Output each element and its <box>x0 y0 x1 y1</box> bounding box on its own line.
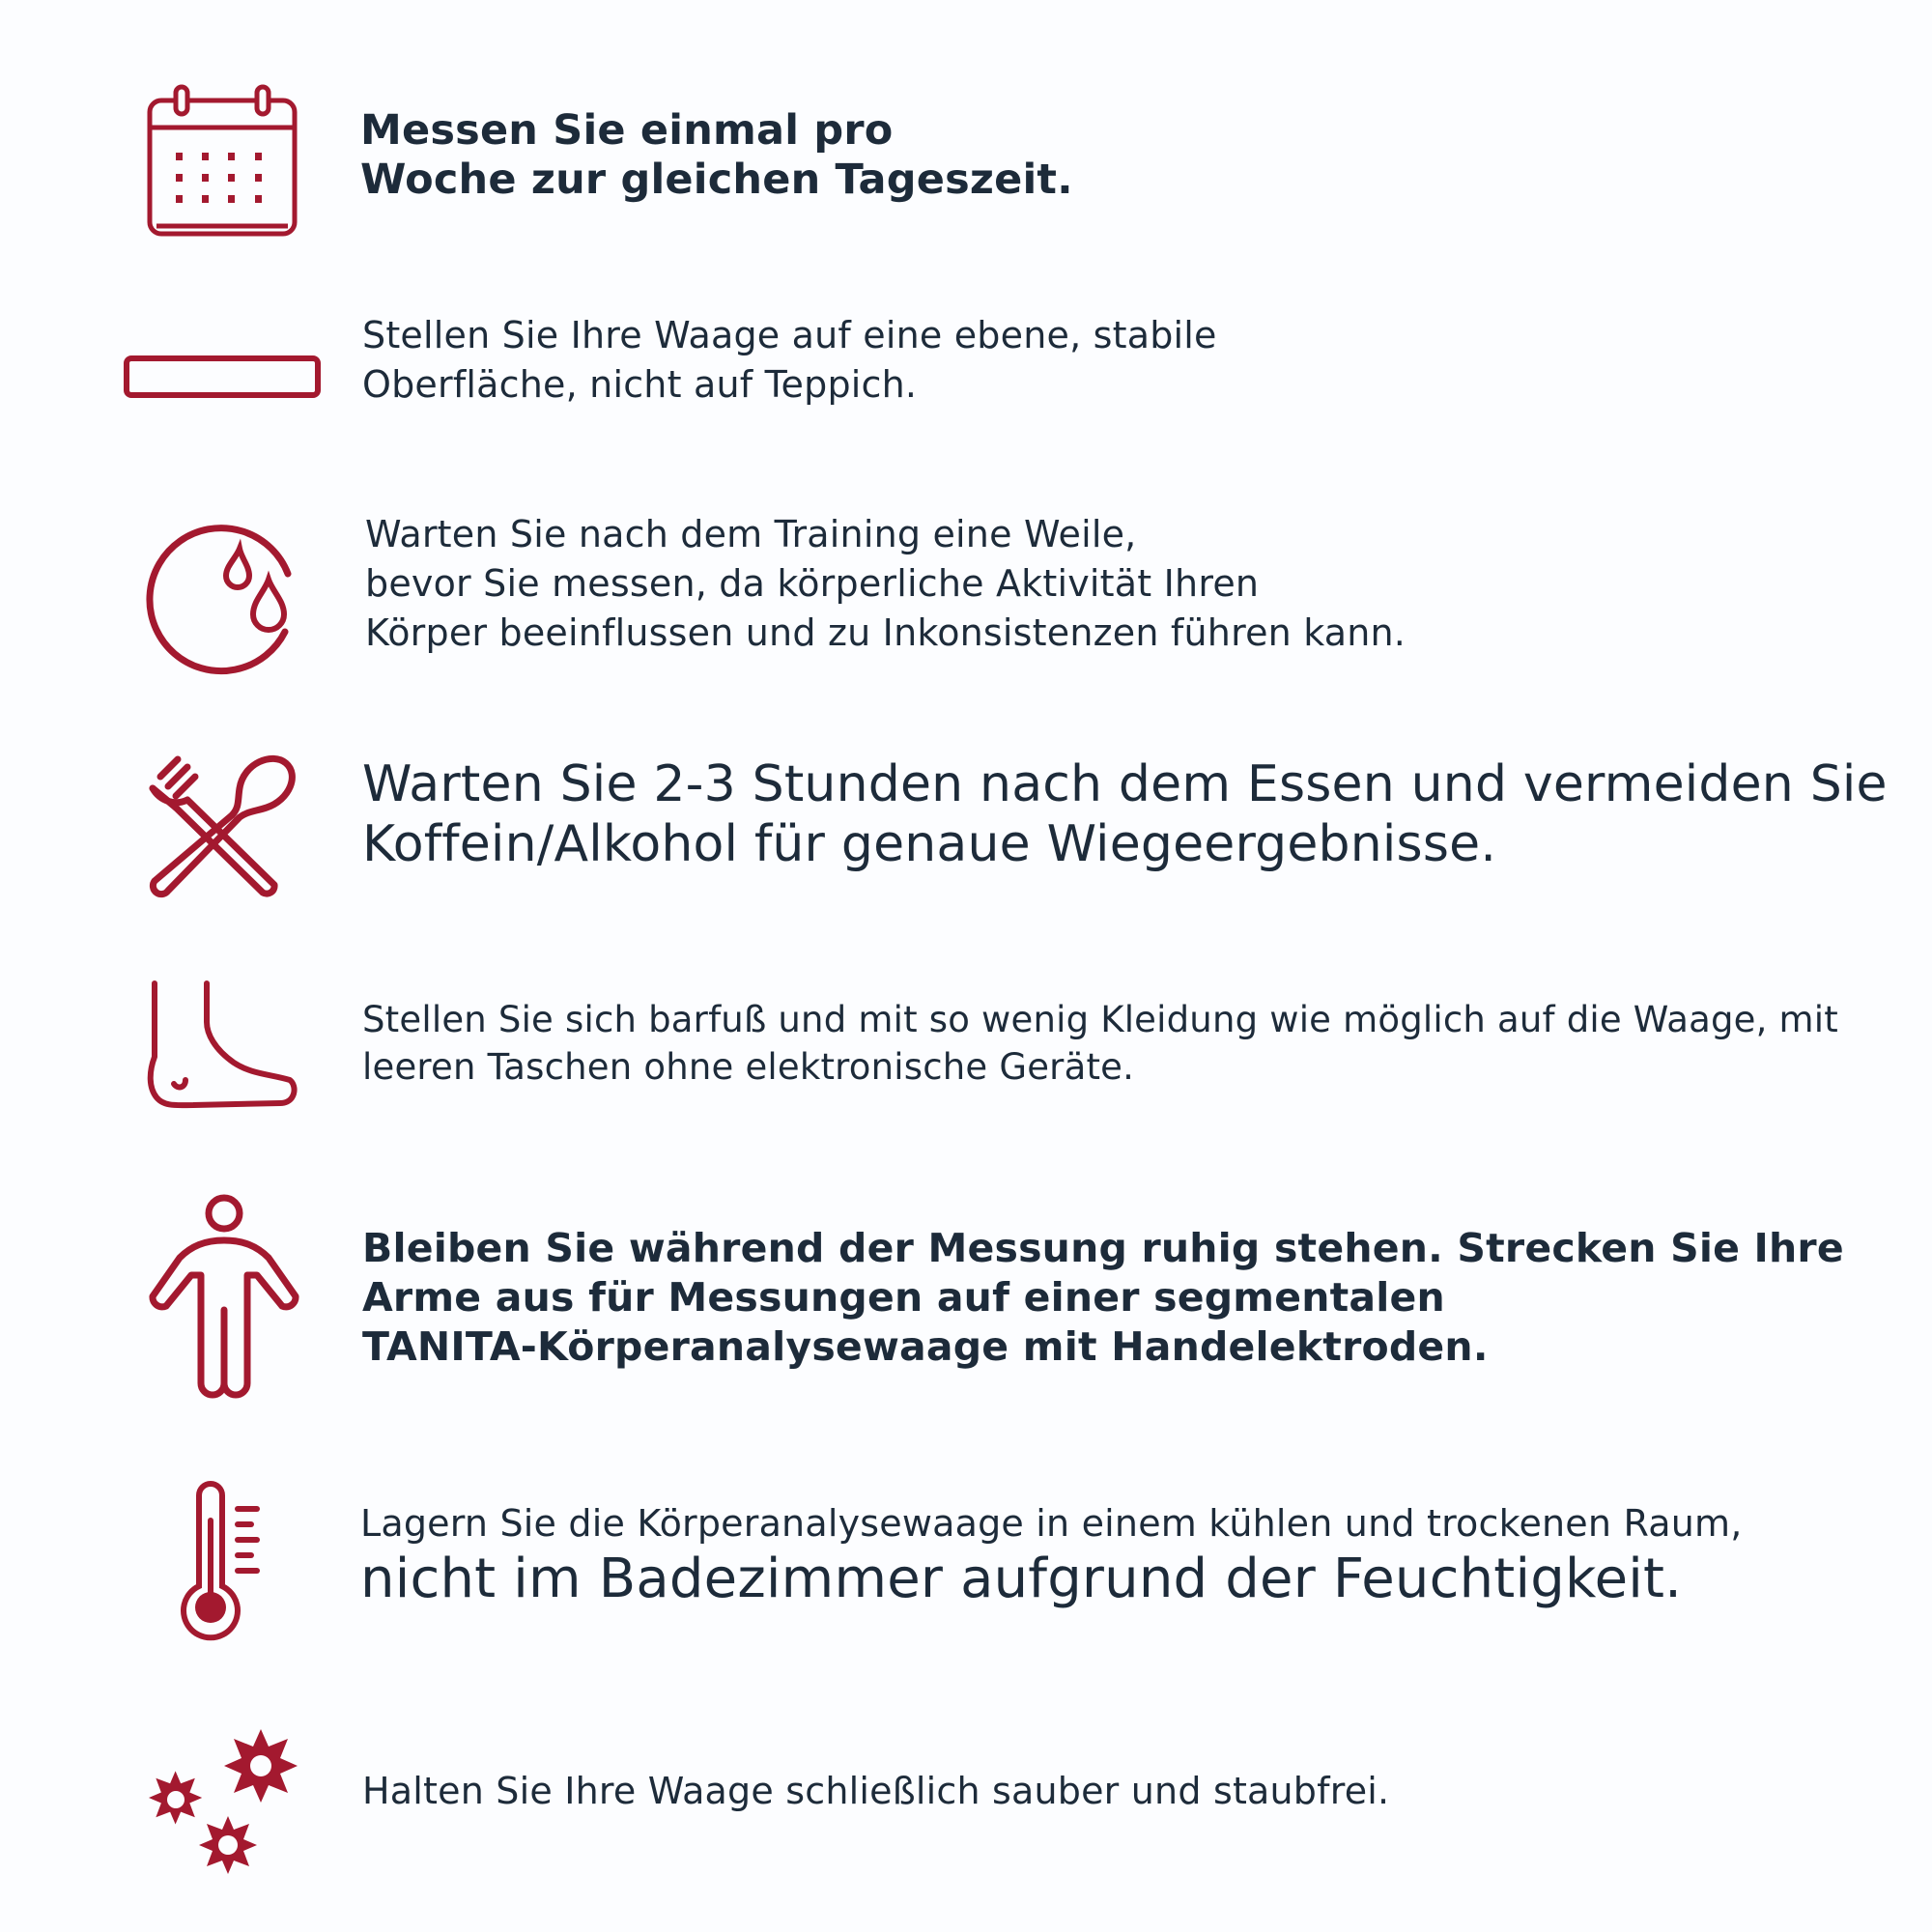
tip-line: Lagern Sie die Körperanalysewaage in einem kühlen und trockenen Raum, <box>360 1502 1743 1545</box>
tip-line: Stellen Sie Ihre Waage auf eine ebene, stabile <box>362 314 1217 356</box>
tip-line: Arme aus für Messungen auf einer segmentalen <box>362 1274 1445 1321</box>
sparkles-clean-icon <box>147 1725 301 1876</box>
tip-text <box>360 106 1073 205</box>
tip-text <box>362 311 1217 410</box>
tip-line: Warten Sie 2-3 Stunden nach dem Essen und vermeiden Sie <box>362 755 1888 813</box>
standing-person-icon <box>147 1194 301 1397</box>
tip-line: Bleiben Sie während der Messung ruhig stehen. Strecken Sie Ihre <box>362 1225 1844 1271</box>
sweat-drops-icon <box>145 520 299 674</box>
tip-text <box>362 996 1838 1091</box>
calendar-icon <box>147 83 298 238</box>
thermometer-icon <box>182 1482 269 1640</box>
fork-spoon-icon <box>147 755 301 895</box>
tip-text <box>362 1767 1389 1816</box>
tip-line: nicht im Badezimmer aufgrund der Feuchtigkeit. <box>360 1548 1683 1610</box>
tip-line: bevor Sie messen, da körperliche Aktivität Ihren <box>365 562 1260 605</box>
tip-text <box>362 1224 1844 1372</box>
tip-line: Koffein/Alkohol für genaue Wiegeergebnisse. <box>362 815 1497 873</box>
tip-line: TANITA-Körperanalysewaage mit Handelektroden. <box>362 1323 1489 1370</box>
tip-line: leeren Taschen ohne elektronische Geräte. <box>362 1046 1135 1088</box>
tip-text <box>362 754 1888 874</box>
tip-line: Woche zur gleichen Tageszeit. <box>360 156 1073 204</box>
tip-line: Körper beeinflussen und zu Inkonsistenzen führen kann. <box>365 611 1406 654</box>
tip-line: Halten Sie Ihre Waage schließlich sauber und staubfrei. <box>362 1770 1390 1812</box>
tip-text <box>365 510 1406 658</box>
flat-surface-icon <box>124 355 321 398</box>
tip-text <box>360 1500 1743 1612</box>
tip-line: Stellen Sie sich barfuß und mit so wenig Kleidung wie möglich auf die Waage, mit <box>362 999 1838 1040</box>
tip-line: Messen Sie einmal pro <box>360 106 894 155</box>
bare-foot-icon <box>145 980 299 1111</box>
tip-line: Oberfläche, nicht auf Teppich. <box>362 363 918 406</box>
tip-line: Warten Sie nach dem Training eine Weile, <box>365 513 1137 555</box>
